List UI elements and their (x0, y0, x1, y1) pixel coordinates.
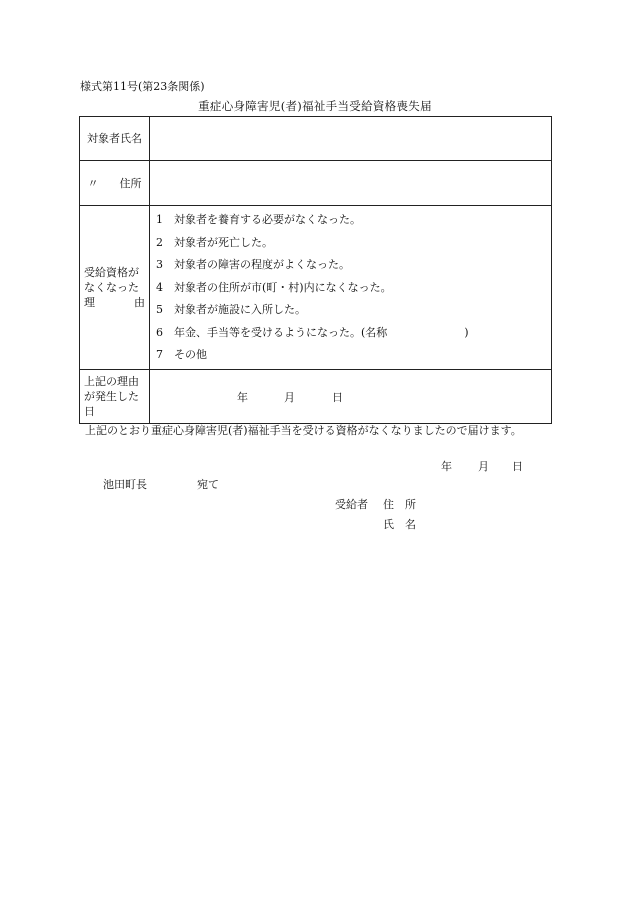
occurrence-date-field[interactable] (150, 369, 552, 423)
reason-option-7[interactable] (156, 344, 551, 367)
addressee-name: 池田町長 (103, 478, 147, 491)
date-label-line-3: 日 (84, 404, 95, 418)
submission-year-unit: 年 (441, 460, 452, 473)
application-form-table (79, 116, 552, 424)
reason-option-4[interactable] (156, 277, 551, 300)
reason-number: 2 (156, 235, 163, 249)
address-field[interactable] (150, 161, 552, 206)
submission-month-unit: 月 (478, 460, 489, 473)
date-label-line-2: が発生した (84, 389, 139, 403)
occurrence-month-unit: 月 (284, 391, 295, 404)
reason-label (80, 265, 149, 310)
reason-options-cell (150, 206, 552, 370)
ditto-mark: 〃 (87, 176, 99, 190)
reason-text: 対象者の障害の程度がよくなった。 (174, 258, 350, 271)
date-label-cell (80, 369, 150, 423)
reason-list (150, 206, 551, 369)
applicant-address-label: 住 所 (383, 498, 416, 511)
reason-option-1[interactable] (156, 209, 551, 232)
statement-text: 上記のとおり重症心身障害児(者)福祉手当を受ける資格がなくなりましたので届けます。 (85, 424, 522, 437)
date-label (80, 374, 149, 419)
reason-text: 対象者の住所が市(町・村)内になくなった。 (174, 280, 392, 294)
occurrence-year-unit: 年 (237, 391, 248, 404)
date-label-line-1: 上記の理由 (84, 374, 139, 388)
reason-text: その他 (174, 348, 207, 361)
address-label-cell (80, 161, 150, 206)
reason-text: 対象者を養育する必要がなくなった。 (174, 213, 361, 226)
reason-number: 4 (156, 280, 163, 294)
form-number: 様式第11号(第23条関係) (80, 80, 205, 93)
reason-option-5[interactable] (156, 299, 551, 322)
occurrence-day-unit: 日 (332, 391, 343, 404)
reason-number: 1 (156, 213, 163, 226)
address-label (80, 176, 149, 191)
applicant-label: 受給者 (335, 498, 368, 511)
reason-option-6[interactable] (156, 322, 551, 345)
reason-label-line-1: 受給資格が (84, 265, 139, 279)
document-title: 重症心身障害児(者)福祉手当受給資格喪失届 (198, 99, 432, 113)
reason-number: 3 (156, 258, 163, 271)
reason-option-2[interactable] (156, 232, 551, 255)
name-label-cell (80, 117, 150, 161)
addressee-suffix: 宛て (197, 478, 219, 491)
occurrence-date (150, 370, 551, 422)
reason-option-3[interactable] (156, 254, 551, 277)
name-field[interactable] (150, 117, 552, 161)
reason-label-ri: 理 (84, 295, 95, 309)
reason-label-cell (80, 206, 150, 370)
reason-number: 7 (156, 348, 163, 361)
applicant-name-label: 氏 名 (383, 518, 416, 531)
reason-text: 年金、手当等を受けるようになった。(名称 ) (174, 325, 469, 339)
submission-day-unit: 日 (512, 460, 523, 473)
reason-label-yu: 由 (134, 295, 145, 309)
reason-label-line-3 (84, 295, 145, 310)
reason-label-line-2: なくなった (84, 280, 139, 294)
reason-number: 5 (156, 303, 163, 316)
address-label-text: 住所 (119, 176, 142, 190)
name-label: 対象者氏名 (87, 132, 142, 145)
reason-number: 6 (156, 325, 163, 339)
reason-text: 対象者が死亡した。 (174, 235, 273, 249)
reason-text: 対象者が施設に入所した。 (174, 303, 306, 316)
